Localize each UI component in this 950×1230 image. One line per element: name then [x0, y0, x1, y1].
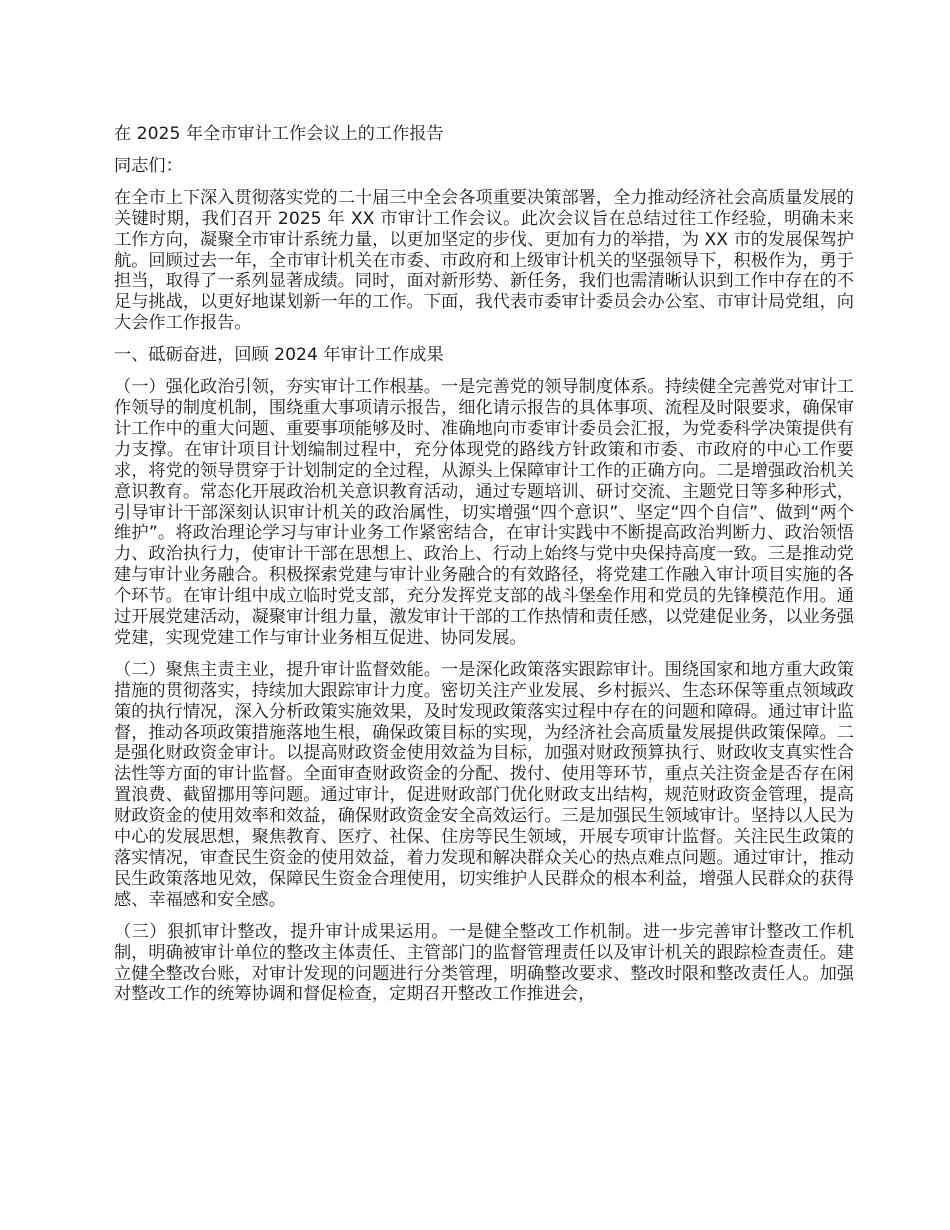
document-title: 在 2025 年全市审计工作会议上的工作报告: [114, 124, 444, 144]
document-body: [114, 124, 854, 1016]
paragraph-intro: 在全市上下深入贯彻落实党的二十届三中全会各项重要决策部署，全力推动经济社会高质量发展的关键时期，我们召开 2025 年 XX 市审计工作会议。此次会议旨在总结过往工作经验，明确未来工作方向，凝聚全市审计系统力量，以更加坚定的步伐、更加有力的举措，为 XX 市的发展保驾护航。回顾过去一年，全市审计机关在市委、市政府和上级审计机关的坚强领导下，积极作为，勇于担当，取得了一系列显著成绩。同时，面对新形势、新任务，我们也需清晰认识到工作中存在的不足与挑战，以更好地谋划新一年的工作。下面，我代表市委审计委员会办公室、市审计局党组，向大会作工作报告。: [114, 187, 854, 334]
paragraph-political-guidance: （一）强化政治引领，夯实审计工作根基。一是完善党的领导制度体系。持续健全完善党对审计工作领导的制度机制，围绕重大事项请示报告，细化请示报告的具体事项、流程及时限要求，确保审计工作中的重大问题、重要事项能够及时、准确地向市委审计委员会汇报，为党委科学决策提供有力支撑。在审计项目计划编制过程中，充分体现党的路线方针政策和市委、市政府的中心工作要求，将党的领导贯穿于计划制定的全过程，从源头上保障审计工作的正确方向。二是增强政治机关意识教育。常态化开展政治机关意识教育活动，通过专题培训、研讨交流、主题党日等多种形式，引导审计干部深刻认识审计机关的政治属性，切实增强“四个意识”、坚定“四个自信”、做到“两个维护”。将政治理论学习与审计业务工作紧密结合，在审计实践中不断提高政治判断力、政治领悟力、政治执行力，使审计干部在思想上、政治上、行动上始终与党中央保持高度一致。三是推动党建与审计业务融合。积极探索党建与审计业务融合的有效路径，将党建工作融入审计项目实施的各个环节。在审计组中成立临时党支部，充分发挥党支部的战斗堡垒作用和党员的先锋模范作用。通过开展党建活动，凝聚审计组力量，激发审计干部的工作热情和责任感，以党建促业务，以业务强党建，实现党建工作与审计业务相互促进、协同发展。: [114, 377, 854, 648]
section-heading-1: 一、砥砺奋进，回顾 2024 年审计工作成果: [114, 345, 444, 366]
salutation: 同志们：: [114, 155, 183, 176]
paragraph-audit-rectification: （三）狠抓审计整改，提升审计成果运用。一是健全整改工作机制。进一步完善审计整改工作机制，明确被审计单位的整改主体责任、主管部门的监督管理责任以及审计机关的跟踪检查责任。建立健全整改台账，对审计发现的问题进行分类管理，明确整改要求、整改时限和整改责任人。加强对整改工作的统筹协调和督促检查，定期召开整改工作推进会，: [114, 921, 854, 1005]
paragraph-audit-supervision: （二）聚焦主责主业，提升审计监督效能。一是深化政策落实跟踪审计。围绕国家和地方重大政策措施的贯彻落实，持续加大跟踪审计力度。密切关注产业发展、乡村振兴、生态环保等重点领域政策的执行情况，深入分析政策实施效果，及时发现政策落实过程中存在的问题和障碍。通过审计监督，推动各项政策措施落地生根，确保政策目标的实现，为经济社会高质量发展提供政策保障。二是强化财政资金审计。以提高财政资金使用效益为目标，加强对财政预算执行、财政收支真实性合法性等方面的审计监督。全面审查财政资金的分配、拨付、使用等环节，重点关注资金是否存在闲置浪费、截留挪用等问题。通过审计，促进财政部门优化财政支出结构，规范财政资金管理，提高财政资金的使用效率和效益，确保财政资金安全高效运行。三是加强民生领域审计。坚持以人民为中心的发展思想，聚焦教育、医疗、社保、住房等民生领域，开展专项审计监督。关注民生政策的落实情况，审查民生资金的使用效益，着力发现和解决群众关心的热点难点问题。通过审计，推动民生政策落地见效，保障民生资金合理使用，切实维护人民群众的根本利益，增强人民群众的获得感、幸福感和安全感。: [114, 659, 854, 910]
